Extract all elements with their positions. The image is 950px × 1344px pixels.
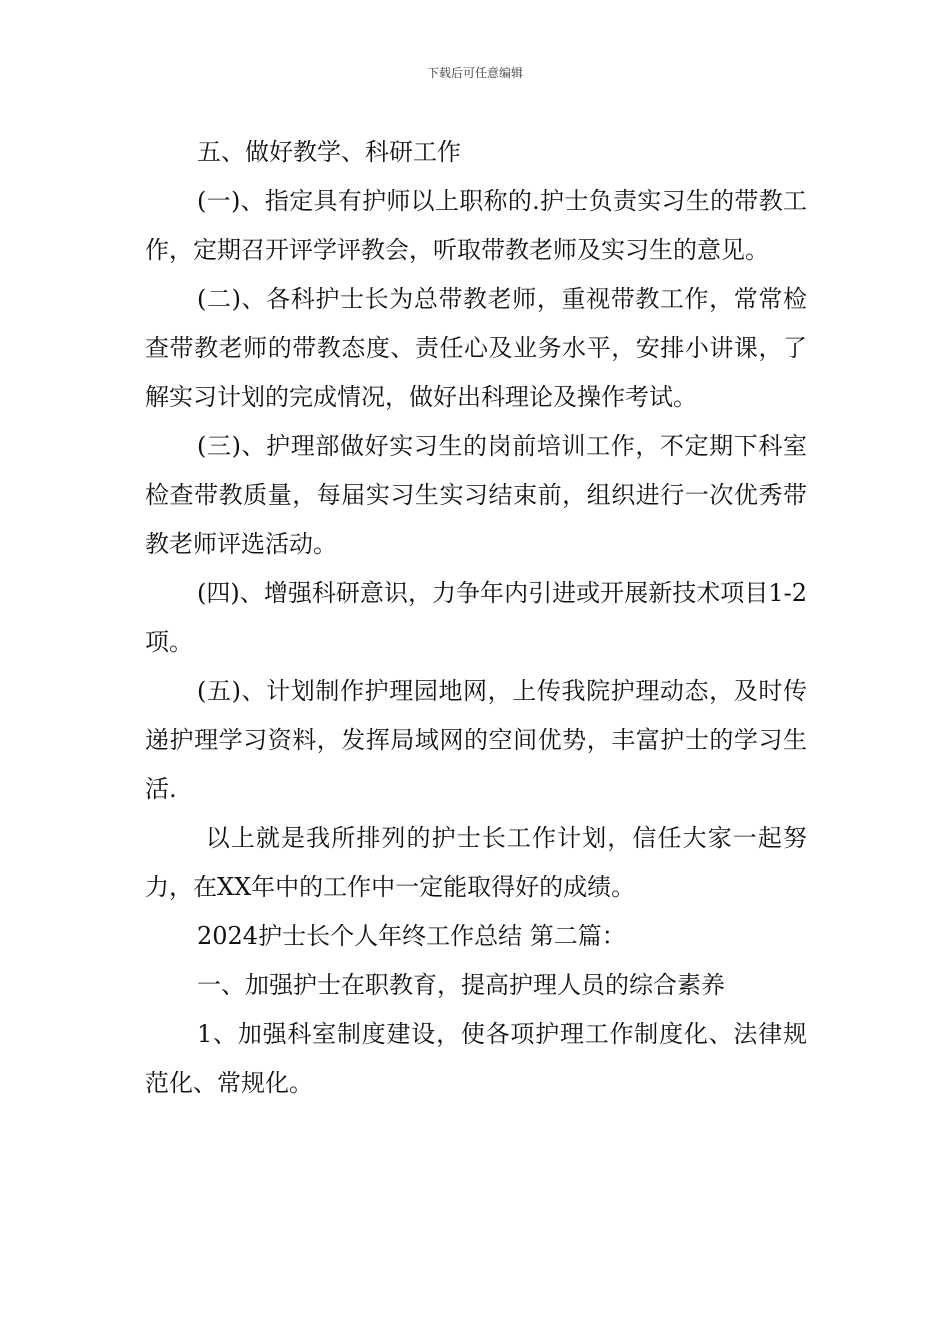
- document-body: [145, 128, 807, 1108]
- paragraph-5: (五)、计划制作护理园地网，上传我院护理动态，及时传递护理学习资料，发挥局域网的空间优势，丰富护士的学习生活.: [145, 677, 807, 803]
- paragraph-2: (二)、各科护士长为总带教老师，重视带教工作，常常检查带教老师的带教态度、责任心及业务水平，安排小讲课，了解实习计划的完成情况，做好出科理论及操作考试。: [145, 285, 807, 411]
- second-article-heading: 一、加强护士在职教育，提高护理人员的综合素养: [197, 971, 725, 999]
- section-heading: 五、做好教学、科研工作: [197, 138, 461, 166]
- paragraph-conclusion: 以上就是我所排列的护士长工作计划，信任大家一起努力，在XX年中的工作中一定能取得好的成绩。: [145, 824, 807, 901]
- paragraph-3: (三)、护理部做好实习生的岗前培训工作，不定期下科室检查带教质量，每届实习生实习结束前，组织进行一次优秀带教老师评选活动。: [145, 432, 807, 558]
- paragraph-1: (一)、指定具有护师以上职称的.护士负责实习生的带教工作，定期召开评学评教会，听取带教老师及实习生的意见。: [145, 187, 807, 264]
- second-article-item-1: 1、加强科室制度建设，使各项护理工作制度化、法律规范化、常规化。: [145, 1020, 807, 1097]
- paragraph-4: (四)、增强科研意识，力争年内引进或开展新技术项目1-2项。: [145, 579, 807, 656]
- second-article-title: 2024护士长个人年终工作总结 第二篇：: [197, 922, 626, 950]
- page-header: 下载后可任意编辑: [426, 66, 523, 80]
